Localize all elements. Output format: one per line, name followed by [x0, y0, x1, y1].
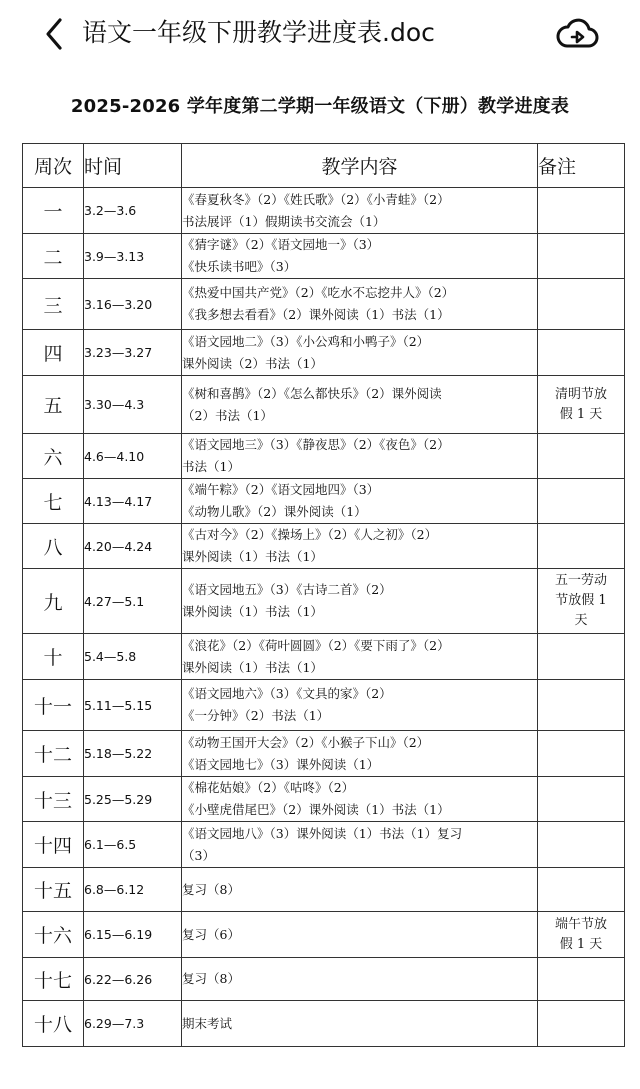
time-cell: 5.11—5.15 [84, 680, 182, 731]
back-button[interactable] [40, 14, 72, 54]
table-row [23, 376, 625, 434]
time-cell: 6.22—6.26 [84, 958, 182, 1001]
note-cell [538, 479, 625, 524]
note-cell [538, 777, 625, 822]
week-cell: 八 [23, 524, 84, 569]
week-cell: 六 [23, 434, 84, 479]
page-heading: 2025-2026 学年度第二学期一年级语文（下册）教学进度表 [70, 96, 570, 117]
note-cell [538, 680, 625, 731]
content-cell: 复习（6） [182, 912, 538, 958]
time-cell: 5.4—5.8 [84, 634, 182, 680]
time-cell: 3.9—3.13 [84, 234, 182, 279]
top-bar [0, 0, 640, 70]
time-cell: 5.18—5.22 [84, 731, 182, 777]
week-cell: 五 [23, 376, 84, 434]
schedule-table [22, 143, 625, 1047]
content-cell: 《树和喜鹊》（2）《怎么都快乐》（2）课外阅读 （2）书法（1） [182, 376, 538, 434]
content-cell: 《春夏秋冬》（2）《姓氏歌》（2）《小青蛙》（2） 书法展评（1）假期读书交流会（1） [182, 188, 538, 234]
header-note: 备注 [538, 144, 625, 188]
note-cell [538, 731, 625, 777]
week-cell: 十三 [23, 777, 84, 822]
content-cell: 《热爱中国共产党》（2）《吃水不忘挖井人》（2） 《我多想去看看》（2）课外阅读（1）书法（1） [182, 279, 538, 330]
table-row [23, 777, 625, 822]
content-cell: 《语文园地五》（3）《古诗二首》（2） 课外阅读（1）书法（1） [182, 569, 538, 634]
time-cell: 3.16—3.20 [84, 279, 182, 330]
time-cell: 6.15—6.19 [84, 912, 182, 958]
time-cell: 4.20—4.24 [84, 524, 182, 569]
week-cell: 十五 [23, 868, 84, 912]
note-cell [538, 524, 625, 569]
table-row [23, 1001, 625, 1047]
time-cell: 6.29—7.3 [84, 1001, 182, 1047]
content-cell: 复习（8） [182, 958, 538, 1001]
table-row [23, 731, 625, 777]
time-cell: 4.13—4.17 [84, 479, 182, 524]
content-cell: 《语文园地八》（3）课外阅读（1）书法（1）复习 （3） [182, 822, 538, 868]
cloud-upload-icon [556, 13, 600, 53]
week-cell: 十八 [23, 1001, 84, 1047]
table-row [23, 234, 625, 279]
time-cell: 3.23—3.27 [84, 330, 182, 376]
week-cell: 三 [23, 279, 84, 330]
table-row [23, 279, 625, 330]
table-row [23, 569, 625, 634]
header-week: 周次 [23, 144, 84, 188]
content-cell: 《语文园地二》（3）《小公鸡和小鸭子》（2） 课外阅读（2）书法（1） [182, 330, 538, 376]
content-cell: 复习（8） [182, 868, 538, 912]
content-cell: 《动物王国开大会》（2）《小猴子下山》（2） 《语文园地七》（3）课外阅读（1） [182, 731, 538, 777]
time-cell: 3.2—3.6 [84, 188, 182, 234]
time-cell: 4.6—4.10 [84, 434, 182, 479]
document-title: 语文一年级下册教学进度表.doc [82, 18, 435, 47]
content-cell: 《猜字谜》（2）《语文园地一》（3） 《快乐读书吧》（3） [182, 234, 538, 279]
week-cell: 十四 [23, 822, 84, 868]
week-cell: 二 [23, 234, 84, 279]
week-cell: 十一 [23, 680, 84, 731]
header-content: 教学内容 [182, 144, 538, 188]
header-time: 时间 [84, 144, 182, 188]
content-cell: 期末考试 [182, 1001, 538, 1047]
note-cell [538, 1001, 625, 1047]
week-cell: 十 [23, 634, 84, 680]
week-cell: 一 [23, 188, 84, 234]
time-cell: 3.30—4.3 [84, 376, 182, 434]
time-cell: 5.25—5.29 [84, 777, 182, 822]
week-cell: 九 [23, 569, 84, 634]
note-cell [538, 958, 625, 1001]
note-cell: 端午节放 假 1 天 [538, 912, 625, 958]
note-cell: 五一劳动 节放假 1 天 [538, 569, 625, 634]
week-cell: 十二 [23, 731, 84, 777]
week-cell: 四 [23, 330, 84, 376]
table-row [23, 822, 625, 868]
table-row [23, 680, 625, 731]
week-cell: 十七 [23, 958, 84, 1001]
week-cell: 十六 [23, 912, 84, 958]
content-cell: 《古对今》（2）《操场上》（2）《人之初》（2） 课外阅读（1）书法（1） [182, 524, 538, 569]
note-cell [538, 234, 625, 279]
week-cell: 七 [23, 479, 84, 524]
table-row [23, 868, 625, 912]
chevron-left-icon [40, 14, 72, 54]
time-cell: 4.27—5.1 [84, 569, 182, 634]
content-cell: 《浪花》（2）《荷叶圆圆》（2）《要下雨了》（2） 课外阅读（1）书法（1） [182, 634, 538, 680]
table-row [23, 434, 625, 479]
content-cell: 《语文园地三》（3）《静夜思》（2）《夜色》（2） 书法（1） [182, 434, 538, 479]
note-cell [538, 868, 625, 912]
content-cell: 《端午粽》（2）《语文园地四》（3） 《动物儿歌》（2）课外阅读（1） [182, 479, 538, 524]
content-cell: 《棉花姑娘》（2）《咕咚》（2） 《小壁虎借尾巴》（2）课外阅读（1）书法（1） [182, 777, 538, 822]
table-row [23, 634, 625, 680]
table-row [23, 958, 625, 1001]
table-row [23, 330, 625, 376]
table-row [23, 479, 625, 524]
table-row [23, 188, 625, 234]
table-header-row [23, 144, 625, 188]
note-cell [538, 188, 625, 234]
table-row [23, 524, 625, 569]
note-cell [538, 634, 625, 680]
time-cell: 6.8—6.12 [84, 868, 182, 912]
note-cell [538, 330, 625, 376]
content-cell: 《语文园地六》（3）《文具的家》（2） 《一分钟》（2）书法（1） [182, 680, 538, 731]
note-cell: 清明节放 假 1 天 [538, 376, 625, 434]
time-cell: 6.1—6.5 [84, 822, 182, 868]
table-row [23, 912, 625, 958]
note-cell [538, 279, 625, 330]
cloud-upload-button[interactable] [556, 13, 600, 53]
note-cell [538, 822, 625, 868]
note-cell [538, 434, 625, 479]
